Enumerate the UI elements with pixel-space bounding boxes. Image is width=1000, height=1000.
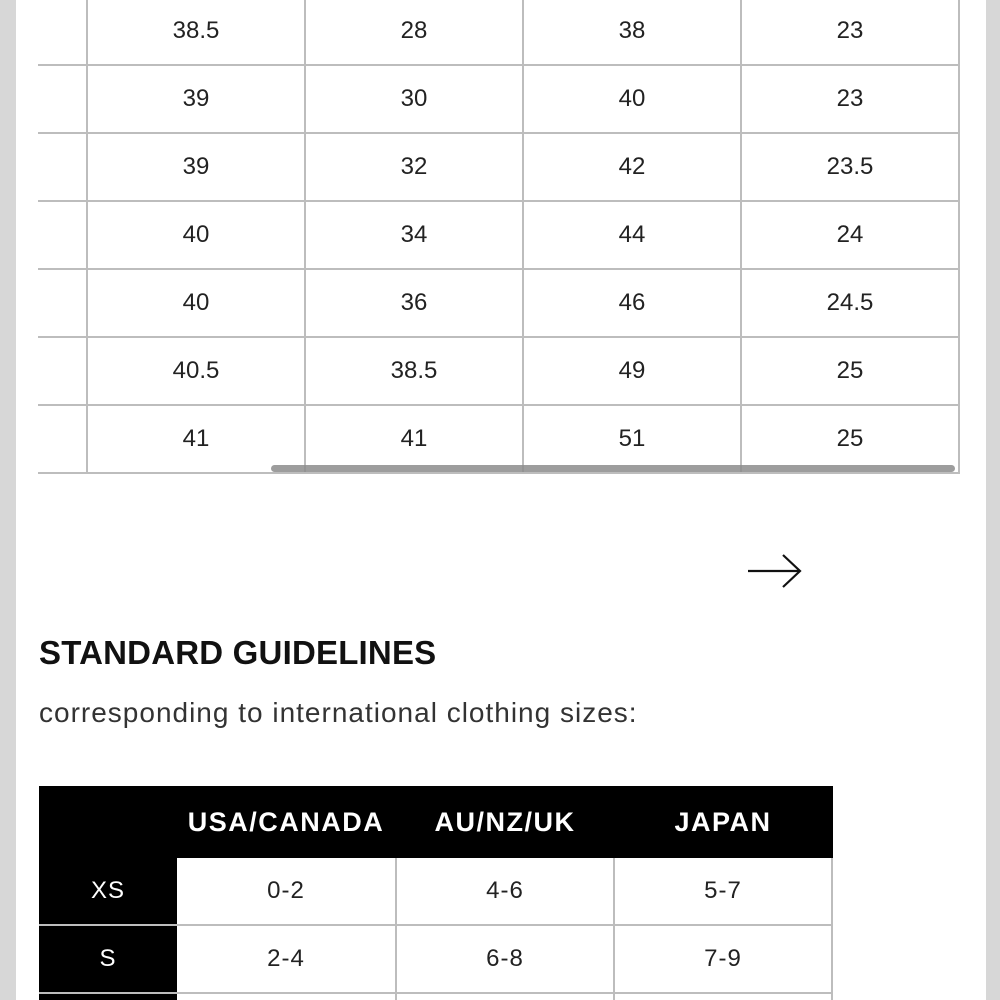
table-cell: 39 [87, 65, 305, 133]
table-row [40, 857, 832, 925]
table-row [38, 201, 959, 269]
table-cell: 34 [305, 201, 523, 269]
table-cell: 39 [87, 133, 305, 201]
table-cell: 40 [87, 201, 305, 269]
table-cell: 38.5 [305, 337, 523, 405]
table-cell [38, 337, 87, 405]
horizontal-scrollbar[interactable] [271, 465, 955, 472]
table-row [38, 269, 959, 337]
section-title: STANDARD GUIDELINES [39, 634, 437, 671]
table-cell: 4-6 [396, 857, 614, 925]
table-header-row [40, 787, 832, 857]
table-cell [38, 269, 87, 337]
table-cell: 41 [305, 405, 523, 473]
column-header: USA/CANADA [176, 787, 396, 857]
table-cell [396, 993, 614, 1000]
column-header: AU/NZ/UK [396, 787, 614, 857]
table-row [40, 925, 832, 993]
table-cell: 24.5 [741, 269, 959, 337]
table-cell: 46 [523, 269, 741, 337]
table-cell: 32 [305, 133, 523, 201]
table-cell [176, 993, 396, 1000]
column-header [40, 787, 176, 857]
row-header: XS [40, 857, 176, 925]
table-row [40, 993, 832, 1000]
table-cell: 36 [305, 269, 523, 337]
table-cell: 40.5 [87, 337, 305, 405]
table-cell [38, 405, 87, 473]
table-row [38, 0, 959, 65]
table-cell: 42 [523, 133, 741, 201]
table-cell: 28 [305, 0, 523, 65]
table-cell [38, 133, 87, 201]
section-subtitle: corresponding to international clothing sizes: [39, 697, 638, 728]
table-cell [614, 993, 832, 1000]
table-cell: 44 [523, 201, 741, 269]
size-conversion-table-scroller[interactable] [38, 0, 962, 484]
table-row [38, 337, 959, 405]
table-cell: 30 [305, 65, 523, 133]
table-cell: 24 [741, 201, 959, 269]
table-cell: 49 [523, 337, 741, 405]
table-cell: 0-2 [176, 857, 396, 925]
row-header [40, 993, 176, 1000]
table-cell: 40 [87, 269, 305, 337]
table-cell: 7-9 [614, 925, 832, 993]
table-cell: 41 [87, 405, 305, 473]
table-cell: 25 [741, 405, 959, 473]
table-cell: 23 [741, 65, 959, 133]
row-header: S [40, 925, 176, 993]
table-cell: 51 [523, 405, 741, 473]
table-cell [38, 0, 87, 65]
table-cell [38, 65, 87, 133]
international-size-table [39, 786, 833, 1000]
table-cell: 38.5 [87, 0, 305, 65]
table-cell: 38 [523, 0, 741, 65]
table-cell: 23.5 [741, 133, 959, 201]
table-row [38, 65, 959, 133]
column-header: JAPAN [614, 787, 832, 857]
table-cell: 2-4 [176, 925, 396, 993]
table-cell [38, 201, 87, 269]
table-row [38, 405, 959, 473]
table-cell: 5-7 [614, 857, 832, 925]
table-cell: 6-8 [396, 925, 614, 993]
arrow-right-icon[interactable] [746, 552, 804, 590]
page-content [16, 0, 986, 1000]
table-cell: 40 [523, 65, 741, 133]
size-conversion-table [38, 0, 960, 474]
table-row [38, 133, 959, 201]
table-cell: 23 [741, 0, 959, 65]
table-cell: 25 [741, 337, 959, 405]
